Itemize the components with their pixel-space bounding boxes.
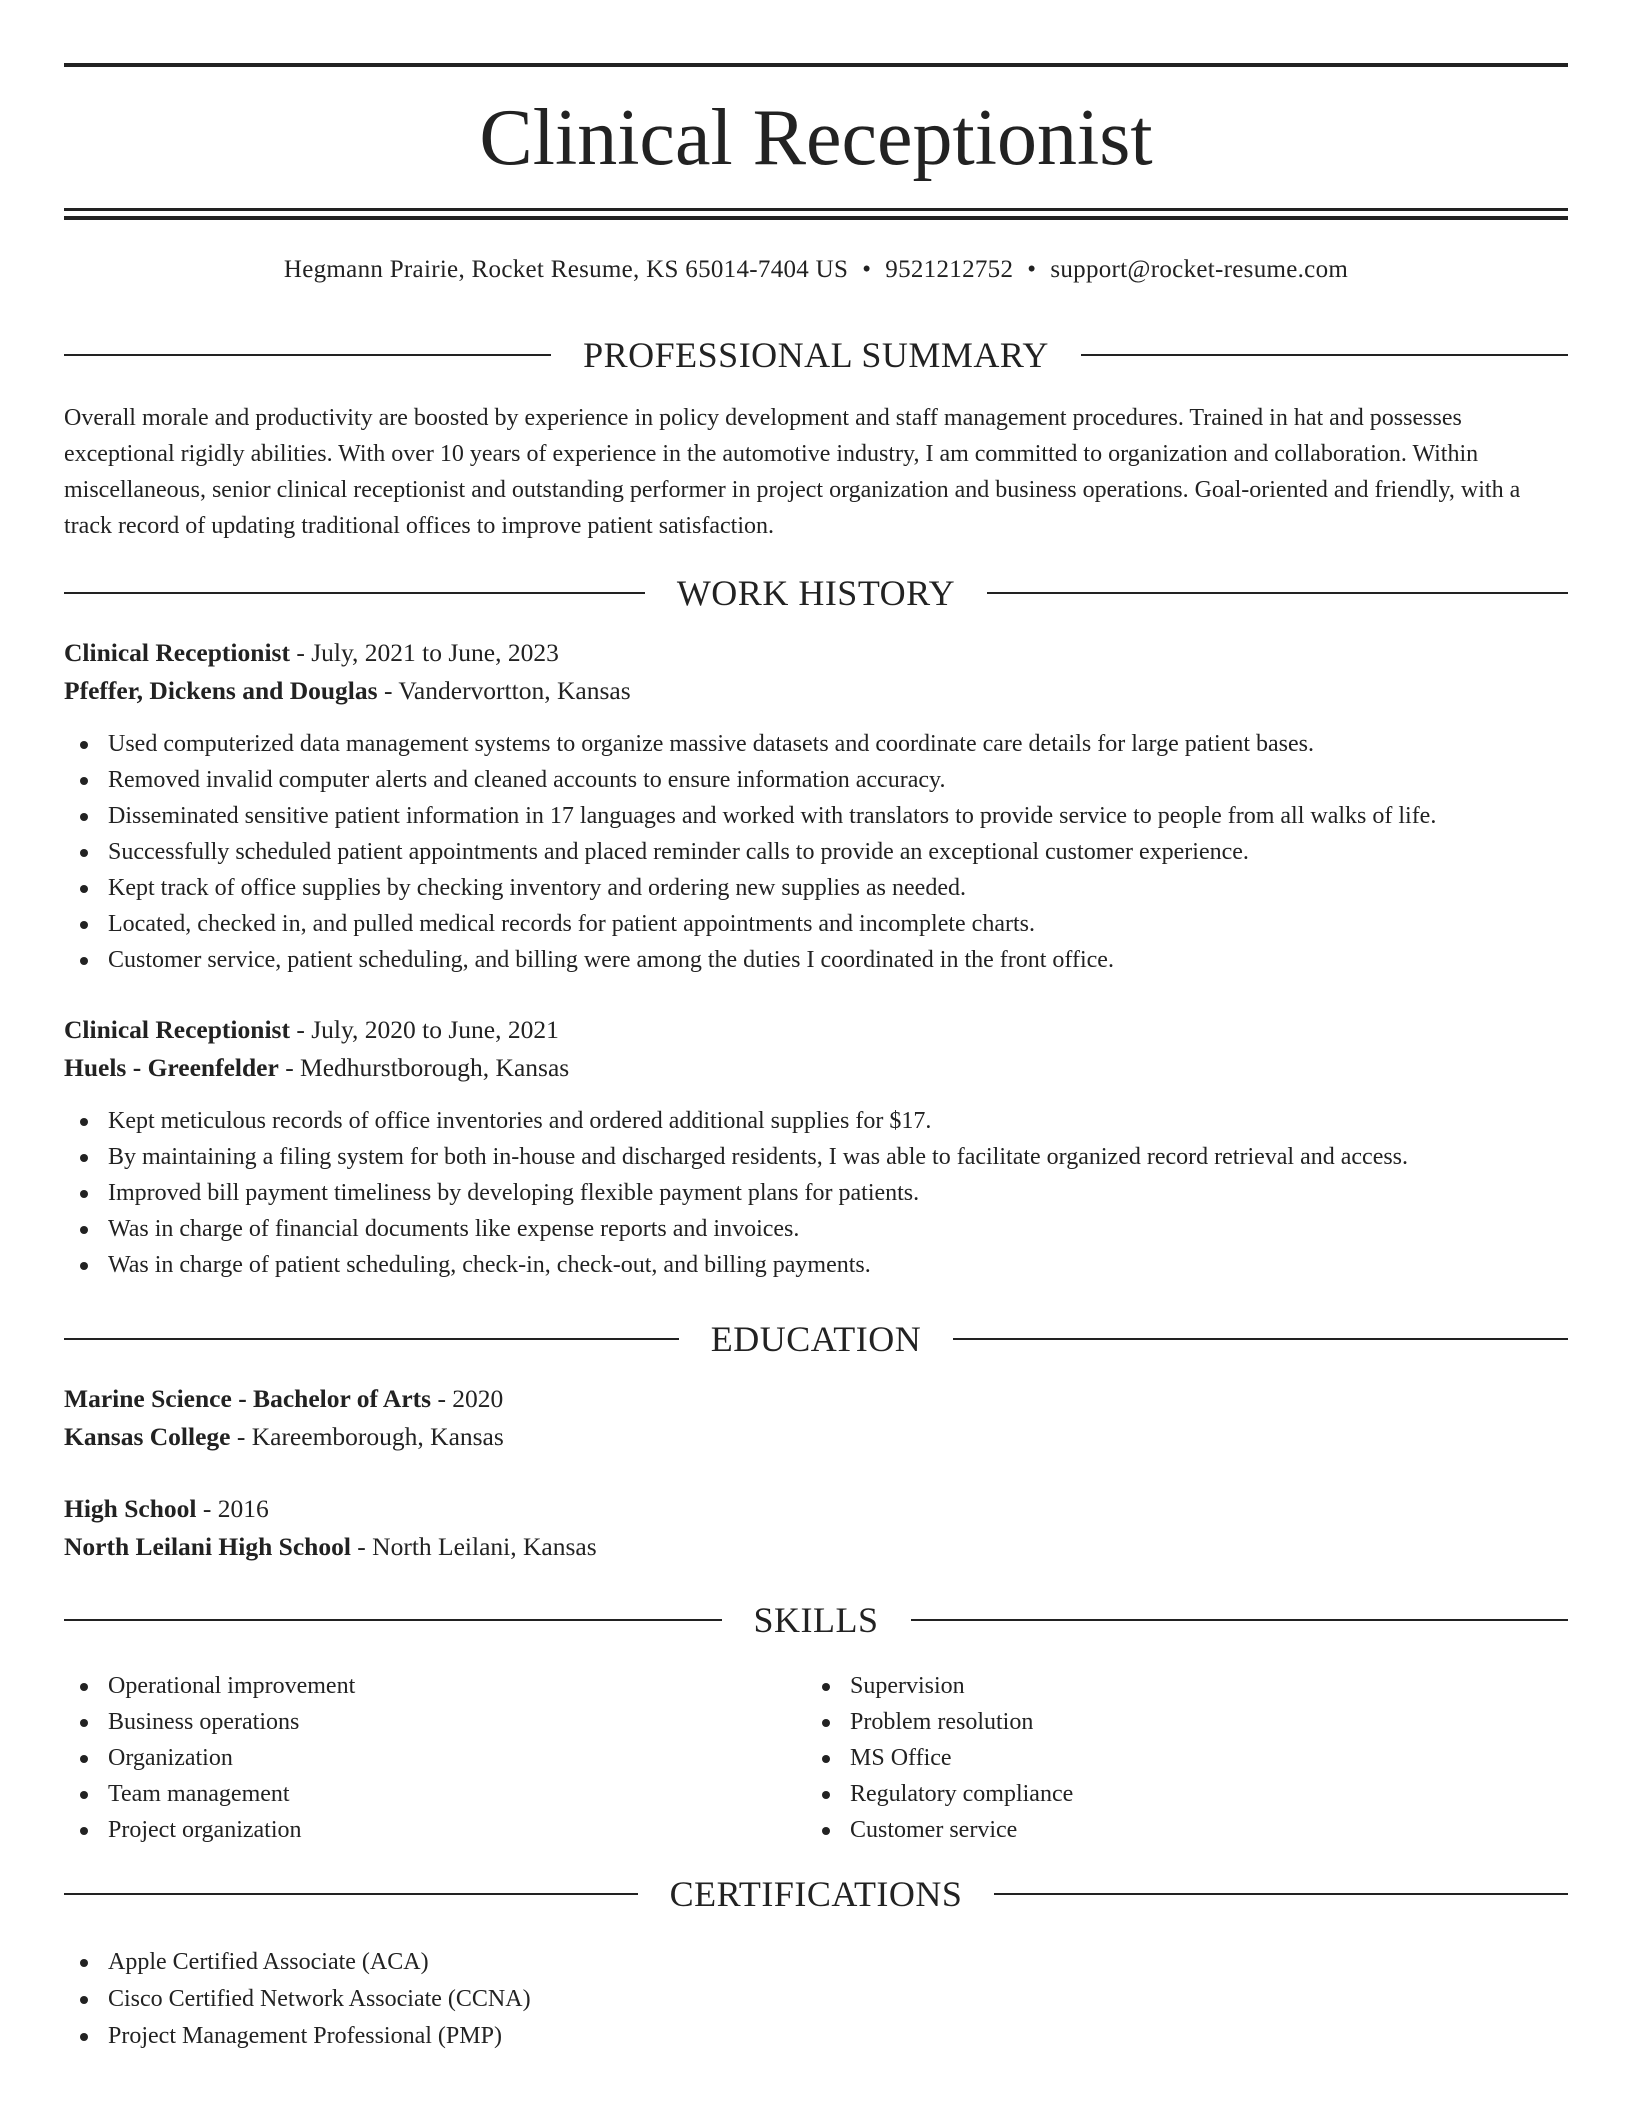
job-dates: - July, 2021 to June, 2023 <box>289 638 559 667</box>
certification-item: Cisco Certified Network Associate (CCNA) <box>64 1981 1568 2018</box>
job-bullet: Disseminated sensitive patient information in 17 languages and worked with translators to provide service to people from all walks of life. <box>64 798 1568 834</box>
education-school-line <box>64 1528 1568 1566</box>
job-entry-1 <box>64 634 1568 978</box>
job-company-line <box>64 672 1568 710</box>
job-location: - Medhurstborough, Kansas <box>278 1053 570 1082</box>
education-school-line <box>64 1418 1568 1456</box>
education-school: North Leilani High School <box>64 1532 351 1561</box>
skill-item: Customer service <box>806 1812 1073 1848</box>
summary-text: Overall morale and productivity are boosted by experience in policy development and staff management procedures. Trained in hat and possesses exceptional rigidly abilities. With over 10 years of experience in the automotive industry, I am committed to organization and collaboration. Within miscellaneous, senior clinical receptionist and outstanding performer in project organization and business operations. Goal-oriented and friendly, with a track record of updating traditional offices to improve patient satisfaction. <box>64 405 1521 539</box>
education-degree-line <box>64 1380 1568 1418</box>
heading-rule-right <box>911 1619 1569 1621</box>
job-company-line <box>64 1049 1568 1087</box>
certifications-heading-text: CERTIFICATIONS <box>669 1874 963 1914</box>
certifications-list <box>64 1944 1568 2055</box>
heading-rule-left <box>64 354 551 356</box>
education-degree: High School <box>64 1494 197 1523</box>
skill-item: Business operations <box>64 1704 355 1740</box>
job-bullet: Located, checked in, and pulled medical records for patient appointments and incomplete charts. <box>64 906 1568 942</box>
certification-item: Apple Certified Associate (ACA) <box>64 1944 1568 1981</box>
job-bullet: Was in charge of financial documents like expense reports and invoices. <box>64 1211 1568 1247</box>
contact-email: support@rocket-resume.com <box>1050 256 1349 283</box>
heading-rule-right <box>987 592 1568 594</box>
contact-separator: • <box>1027 256 1037 283</box>
job-bullet: Successfully scheduled patient appointments and placed reminder calls to provide an exceptional customer experience. <box>64 834 1568 870</box>
education-location: - Kareemborough, Kansas <box>230 1422 504 1451</box>
job-bullet: Kept meticulous records of office inventories and ordered additional supplies for $17. <box>64 1103 1568 1139</box>
contact-address: Hegmann Prairie, Rocket Resume, KS 65014-7404 US <box>283 256 849 283</box>
heading-rule-left <box>64 592 645 594</box>
job-entry-2 <box>64 1011 1568 1283</box>
summary-heading-text: PROFESSIONAL SUMMARY <box>583 335 1049 375</box>
skills-column-right <box>806 1668 1073 1848</box>
education-heading <box>64 1317 1568 1361</box>
job-bullet: By maintaining a filing system for both in-house and discharged residents, I was able to facilitate organized record retrieval and access. <box>64 1139 1568 1175</box>
job-bullet: Used computerized data management systems to organize massive datasets and coordinate care details for large patient bases. <box>64 726 1568 762</box>
heading-rule-left <box>64 1338 679 1340</box>
contact-phone: 9521212752 <box>885 256 1014 283</box>
work-history-heading <box>64 571 1568 615</box>
education-entry-2 <box>64 1490 1568 1566</box>
education-entry-1 <box>64 1380 1568 1456</box>
education-heading-text: EDUCATION <box>710 1319 922 1359</box>
skill-item: Problem resolution <box>806 1704 1073 1740</box>
education-year: - 2020 <box>431 1384 504 1413</box>
job-dates: - July, 2020 to June, 2021 <box>289 1015 559 1044</box>
job-title: Clinical Receptionist <box>64 638 290 667</box>
work-history-heading-text: WORK HISTORY <box>676 573 956 613</box>
heading-rule-right <box>953 1338 1568 1340</box>
job-company: Pfeffer, Dickens and Douglas <box>64 676 378 705</box>
certification-item: Project Management Professional (PMP) <box>64 2018 1568 2055</box>
skills-heading <box>64 1598 1568 1642</box>
job-company: Huels - Greenfelder <box>64 1053 279 1082</box>
job-bullet: Customer service, patient scheduling, and billing were among the duties I coordinated in the front office. <box>64 942 1568 978</box>
job-title-line <box>64 1011 1568 1049</box>
job-bullets <box>64 1103 1568 1283</box>
resume-title: Clinical Receptionist <box>479 94 1153 182</box>
summary-heading <box>64 333 1568 377</box>
job-title-line <box>64 634 1568 672</box>
skills-heading-text: SKILLS <box>753 1600 879 1640</box>
skills-column-left <box>64 1668 355 1848</box>
skill-item: Organization <box>64 1740 355 1776</box>
skill-item: MS Office <box>806 1740 1073 1776</box>
top-rule <box>64 63 1568 67</box>
education-school: Kansas College <box>64 1422 231 1451</box>
skill-item: Operational improvement <box>64 1668 355 1704</box>
skills-list <box>64 1668 1568 1858</box>
skill-item: Supervision <box>806 1668 1073 1704</box>
education-location: - North Leilani, Kansas <box>350 1532 597 1561</box>
heading-rule-right <box>1081 354 1568 356</box>
education-degree-line <box>64 1490 1568 1528</box>
title-double-rule <box>64 208 1568 220</box>
certifications-items <box>64 1944 1568 2055</box>
contact-separator: • <box>862 256 872 283</box>
heading-rule-left <box>64 1893 638 1895</box>
education-year: - 2016 <box>196 1494 269 1523</box>
job-bullet: Removed invalid computer alerts and cleaned accounts to ensure information accuracy. <box>64 762 1568 798</box>
job-location: - Vandervortton, Kansas <box>377 676 631 705</box>
contact-line <box>64 254 1568 286</box>
job-bullets <box>64 726 1568 978</box>
heading-rule-right <box>994 1893 1568 1895</box>
skill-item: Team management <box>64 1776 355 1812</box>
job-title: Clinical Receptionist <box>64 1015 290 1044</box>
job-bullet: Kept track of office supplies by checking inventory and ordering new supplies as needed. <box>64 870 1568 906</box>
heading-rule-left <box>64 1619 722 1621</box>
job-bullet: Was in charge of patient scheduling, check-in, check-out, and billing payments. <box>64 1247 1568 1283</box>
skill-item: Project organization <box>64 1812 355 1848</box>
certifications-heading <box>64 1872 1568 1916</box>
job-bullet: Improved bill payment timeliness by developing flexible payment plans for patients. <box>64 1175 1568 1211</box>
education-degree: Marine Science - Bachelor of Arts <box>64 1384 432 1413</box>
skill-item: Regulatory compliance <box>806 1776 1073 1812</box>
